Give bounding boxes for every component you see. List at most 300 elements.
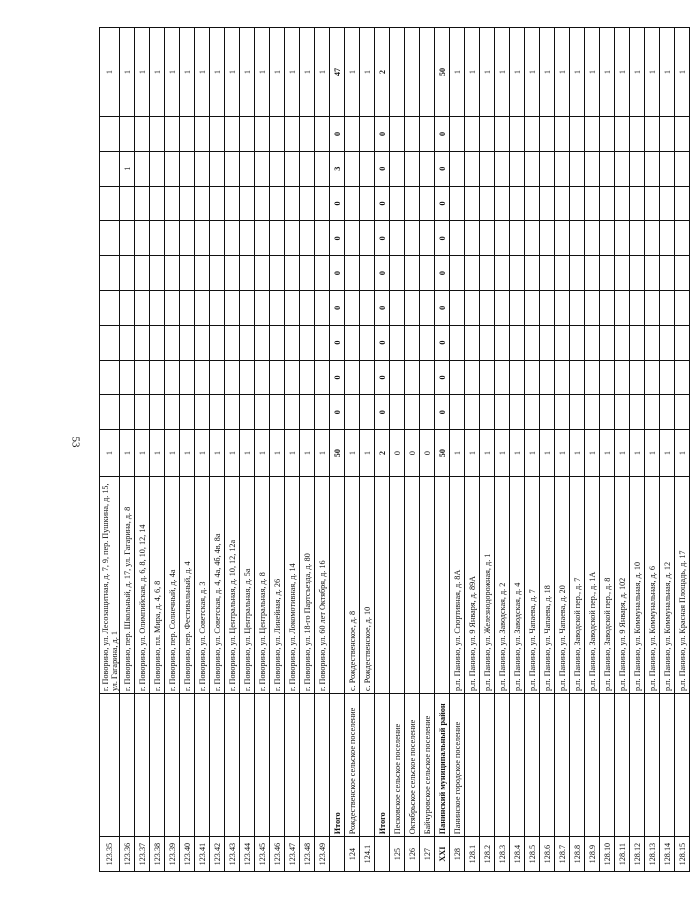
value-cell	[585, 117, 600, 152]
value-cell	[570, 360, 585, 395]
value-cell	[100, 221, 120, 256]
value-cell	[495, 395, 510, 430]
value-cell	[360, 325, 375, 360]
row-id-cell: 123.47	[285, 837, 300, 872]
value-cell	[405, 151, 420, 186]
value-cell	[420, 290, 435, 325]
settlement-cell	[645, 694, 660, 837]
value-cell: 50	[330, 430, 345, 477]
settlement-cell	[195, 694, 210, 837]
value-cell	[675, 151, 690, 186]
value-cell	[675, 117, 690, 152]
value-cell	[100, 117, 120, 152]
value-cell	[180, 290, 195, 325]
row-id-cell: 123.49	[315, 837, 330, 872]
value-cell	[300, 360, 315, 395]
address-cell: г. Поворино, пер. Солнечный, д. 4а	[165, 477, 180, 694]
value-cell: 0	[375, 360, 390, 395]
address-cell: р.п. Панино, ул. Железнодорожная, д. 1	[480, 477, 495, 694]
value-cell	[630, 151, 645, 186]
value-cell	[405, 325, 420, 360]
value-cell: 1	[510, 430, 525, 477]
value-cell	[120, 395, 135, 430]
value-cell	[315, 151, 330, 186]
value-cell	[195, 256, 210, 291]
value-cell	[150, 151, 165, 186]
row-id-cell: 123.40	[180, 837, 195, 872]
value-cell	[540, 117, 555, 152]
address-cell: г. Поворино, ул. Советская, д. 3	[195, 477, 210, 694]
value-cell	[495, 186, 510, 221]
settlement-cell	[150, 694, 165, 837]
settlement-cell	[270, 694, 285, 837]
address-cell: с. Рождественское, д. 8	[345, 477, 360, 694]
table-row	[615, 28, 630, 872]
settlement-cell: Рождественское сельское поселение	[345, 694, 360, 837]
value-cell	[660, 151, 675, 186]
value-cell	[510, 256, 525, 291]
value-cell	[495, 360, 510, 395]
row-id-cell: 128.4	[510, 837, 525, 872]
value-cell	[225, 151, 240, 186]
address-cell: р.п. Панино, ул. Чапаева, д. 20	[555, 477, 570, 694]
table-row	[180, 28, 195, 872]
address-cell: г. Поворино, ул. Центральная, д. 5а	[240, 477, 255, 694]
value-cell	[285, 221, 300, 256]
row-id-cell: 128.5	[525, 837, 540, 872]
value-cell	[225, 360, 240, 395]
value-cell	[480, 117, 495, 152]
value-cell	[645, 186, 660, 221]
table-row	[195, 28, 210, 872]
value-cell: 1	[120, 151, 135, 186]
row-id-cell: 123.38	[150, 837, 165, 872]
value-cell	[240, 290, 255, 325]
value-cell	[135, 186, 150, 221]
value-cell	[180, 117, 195, 152]
address-cell: р.п. Панино, Заводской пер., д. 1А	[585, 477, 600, 694]
value-cell: 0	[420, 430, 435, 477]
table-row	[465, 28, 480, 872]
value-cell	[525, 117, 540, 152]
value-cell: 0	[435, 186, 450, 221]
address-cell: р.п. Панино, ул. Коммунальная, д. 12	[660, 477, 675, 694]
value-cell: 1	[255, 430, 270, 477]
row-id-cell: 123.42	[210, 837, 225, 872]
table-row	[675, 28, 690, 872]
value-cell	[450, 256, 465, 291]
value-cell	[270, 117, 285, 152]
row-id-cell: 123.35	[100, 837, 120, 872]
value-cell: 1	[450, 430, 465, 477]
value-cell	[135, 221, 150, 256]
value-cell	[210, 186, 225, 221]
value-cell	[615, 221, 630, 256]
address-cell: г. Поворино, ул. Олимпийская, д. 6, 8, 10, 12, 14	[135, 477, 150, 694]
value-cell	[450, 360, 465, 395]
value-cell	[390, 325, 405, 360]
row-id-cell	[375, 837, 390, 872]
value-cell	[600, 151, 615, 186]
value-cell: 1	[570, 28, 585, 117]
value-cell	[225, 221, 240, 256]
value-cell: 1	[645, 28, 660, 117]
value-cell	[675, 256, 690, 291]
value-cell	[630, 117, 645, 152]
value-cell	[450, 186, 465, 221]
table-row	[510, 28, 525, 872]
value-cell: 1	[240, 28, 255, 117]
value-cell	[165, 395, 180, 430]
value-cell	[100, 395, 120, 430]
value-cell: 1	[495, 430, 510, 477]
page-number: 53	[69, 436, 82, 448]
value-cell	[645, 325, 660, 360]
value-cell	[100, 290, 120, 325]
value-cell	[165, 360, 180, 395]
value-cell	[255, 117, 270, 152]
value-cell	[255, 290, 270, 325]
value-cell	[420, 395, 435, 430]
value-cell	[300, 151, 315, 186]
settlement-cell	[180, 694, 195, 837]
value-cell	[195, 221, 210, 256]
value-cell	[510, 395, 525, 430]
value-cell	[615, 256, 630, 291]
row-id-cell: 128.13	[645, 837, 660, 872]
settlement-cell	[615, 694, 630, 837]
settlement-cell	[240, 694, 255, 837]
address-cell: г. Поворино, ул. Линейная, д. 26	[270, 477, 285, 694]
value-cell	[210, 395, 225, 430]
settlement-cell	[120, 694, 135, 837]
settlement-cell	[135, 694, 150, 837]
address-cell: р.п. Панино, ул. Заводская, д. 4	[510, 477, 525, 694]
settlement-cell	[630, 694, 645, 837]
settlement-cell: Октябрьское сельское поселение	[405, 694, 420, 837]
address-cell	[330, 477, 345, 694]
value-cell	[480, 256, 495, 291]
row-id-cell: XXI	[435, 837, 450, 872]
value-cell	[315, 290, 330, 325]
address-cell: г. Поворино, пер. Фестивальный, д. 4	[180, 477, 195, 694]
value-cell	[300, 325, 315, 360]
value-cell	[525, 186, 540, 221]
value-cell	[600, 117, 615, 152]
table-row	[345, 28, 360, 872]
value-cell	[630, 325, 645, 360]
settlement-cell: Песковское сельское поселение	[390, 694, 405, 837]
value-cell: 1	[480, 430, 495, 477]
value-cell	[210, 221, 225, 256]
value-cell	[100, 186, 120, 221]
value-cell	[300, 186, 315, 221]
value-cell: 1	[600, 28, 615, 117]
value-cell	[285, 290, 300, 325]
value-cell	[555, 117, 570, 152]
value-cell: 0	[435, 256, 450, 291]
value-cell	[390, 256, 405, 291]
value-cell	[480, 395, 495, 430]
value-cell	[480, 290, 495, 325]
settlement-cell	[225, 694, 240, 837]
settlement-cell	[495, 694, 510, 837]
value-cell	[525, 360, 540, 395]
value-cell	[345, 360, 360, 395]
value-cell: 0	[435, 221, 450, 256]
value-cell	[315, 256, 330, 291]
value-cell	[420, 256, 435, 291]
value-cell	[585, 360, 600, 395]
address-cell: р.п. Панино, ул. 9 Января, д. 102	[615, 477, 630, 694]
value-cell	[450, 395, 465, 430]
address-cell: р.п. Панино, ул. Коммунальная, д. 10	[630, 477, 645, 694]
value-cell: 1	[585, 430, 600, 477]
table-row	[585, 28, 600, 872]
value-cell	[165, 151, 180, 186]
value-cell: 2	[375, 430, 390, 477]
row-id-cell: 128.9	[585, 837, 600, 872]
value-cell: 1	[675, 28, 690, 117]
value-cell	[555, 186, 570, 221]
value-cell	[465, 290, 480, 325]
value-cell	[180, 256, 195, 291]
value-cell	[510, 151, 525, 186]
value-cell	[405, 290, 420, 325]
value-cell	[345, 290, 360, 325]
value-cell	[255, 395, 270, 430]
table-row	[330, 28, 345, 872]
value-cell	[465, 256, 480, 291]
value-cell	[495, 117, 510, 152]
value-cell	[180, 360, 195, 395]
value-cell	[345, 325, 360, 360]
value-cell: 1	[240, 430, 255, 477]
table-row	[555, 28, 570, 872]
value-cell	[630, 186, 645, 221]
value-cell	[600, 221, 615, 256]
table-row	[540, 28, 555, 872]
value-cell	[195, 325, 210, 360]
settlement-cell	[465, 694, 480, 837]
value-cell	[555, 221, 570, 256]
value-cell	[540, 221, 555, 256]
address-cell: р.п. Панино, ул. Заводская, д. 2	[495, 477, 510, 694]
value-cell	[540, 256, 555, 291]
value-cell	[210, 325, 225, 360]
value-cell	[240, 395, 255, 430]
row-id-cell: 128	[450, 837, 465, 872]
value-cell	[450, 325, 465, 360]
value-cell: 0	[435, 325, 450, 360]
settlement-cell	[675, 694, 690, 837]
row-id-cell: 128.1	[465, 837, 480, 872]
value-cell: 0	[330, 290, 345, 325]
row-id-cell	[330, 837, 345, 872]
table-row	[495, 28, 510, 872]
value-cell: 1	[540, 430, 555, 477]
value-cell: 0	[375, 325, 390, 360]
row-id-cell: 123.41	[195, 837, 210, 872]
value-cell	[495, 256, 510, 291]
value-cell: 1	[100, 28, 120, 117]
value-cell	[630, 360, 645, 395]
value-cell: 1	[150, 430, 165, 477]
value-cell: 1	[165, 430, 180, 477]
value-cell	[645, 290, 660, 325]
value-cell	[525, 325, 540, 360]
value-cell: 1	[345, 28, 360, 117]
value-cell: 1	[300, 28, 315, 117]
value-cell: 0	[435, 117, 450, 152]
value-cell	[645, 256, 660, 291]
table-row	[480, 28, 495, 872]
row-id-cell: 124.1	[360, 837, 375, 872]
value-cell	[165, 186, 180, 221]
address-cell: р.п. Панино, ул. 9 Января, д. 89А	[465, 477, 480, 694]
value-cell	[570, 151, 585, 186]
address-cell: р.п. Панино, Заводской пер., д. 8	[600, 477, 615, 694]
value-cell	[405, 256, 420, 291]
value-cell	[645, 221, 660, 256]
value-cell: 1	[225, 28, 240, 117]
table-row	[660, 28, 675, 872]
value-cell	[465, 151, 480, 186]
settlement-cell	[300, 694, 315, 837]
value-cell	[585, 221, 600, 256]
value-cell	[420, 186, 435, 221]
table-row	[150, 28, 165, 872]
address-cell: р.п. Панино, ул. Коммунальная, д. 6	[645, 477, 660, 694]
value-cell	[660, 221, 675, 256]
value-cell: 1	[360, 28, 375, 117]
value-cell	[165, 290, 180, 325]
value-cell: 50	[435, 28, 450, 117]
address-cell: р.п. Панино, ул. Спортивная, д. 8А	[450, 477, 465, 694]
table-row	[255, 28, 270, 872]
value-cell: 1	[615, 28, 630, 117]
value-cell: 1	[315, 28, 330, 117]
settlement-cell	[100, 694, 120, 837]
value-cell	[555, 256, 570, 291]
value-cell: 0	[375, 117, 390, 152]
value-cell	[480, 151, 495, 186]
value-cell	[360, 360, 375, 395]
table-row	[300, 28, 315, 872]
value-cell	[405, 117, 420, 152]
value-cell: 2	[375, 28, 390, 117]
value-cell	[630, 256, 645, 291]
value-cell	[135, 395, 150, 430]
value-cell: 0	[435, 290, 450, 325]
settlement-cell: Панинский муниципальный район	[435, 694, 450, 837]
row-id-cell: 128.12	[630, 837, 645, 872]
address-cell: г. Поворино, пер. Школьный, д. 17, ул. Гагарина, д. 8	[120, 477, 135, 694]
value-cell	[225, 395, 240, 430]
value-cell	[570, 221, 585, 256]
table-row	[570, 28, 585, 872]
address-cell	[420, 477, 435, 694]
settlement-cell: Итого	[375, 694, 390, 837]
value-cell	[570, 117, 585, 152]
row-id-cell: 126	[405, 837, 420, 872]
value-cell: 1	[270, 430, 285, 477]
value-cell	[660, 256, 675, 291]
value-cell	[465, 395, 480, 430]
value-cell: 0	[375, 221, 390, 256]
value-cell	[465, 360, 480, 395]
value-cell: 0	[375, 151, 390, 186]
value-cell	[600, 290, 615, 325]
value-cell	[390, 186, 405, 221]
value-cell	[270, 186, 285, 221]
table-row	[525, 28, 540, 872]
value-cell	[120, 256, 135, 291]
value-cell	[675, 325, 690, 360]
value-cell	[585, 395, 600, 430]
value-cell: 0	[330, 221, 345, 256]
value-cell	[270, 256, 285, 291]
value-cell	[495, 151, 510, 186]
value-cell	[255, 360, 270, 395]
value-cell	[480, 221, 495, 256]
value-cell	[255, 325, 270, 360]
value-cell	[600, 325, 615, 360]
value-cell: 1	[300, 430, 315, 477]
value-cell	[315, 360, 330, 395]
value-cell	[450, 151, 465, 186]
table-row	[240, 28, 255, 872]
value-cell: 1	[510, 28, 525, 117]
value-cell	[150, 395, 165, 430]
value-cell	[180, 186, 195, 221]
value-cell	[390, 151, 405, 186]
value-cell: 1	[285, 430, 300, 477]
value-cell	[660, 117, 675, 152]
value-cell	[525, 256, 540, 291]
settlement-cell	[525, 694, 540, 837]
value-cell	[675, 360, 690, 395]
row-id-cell: 123.43	[225, 837, 240, 872]
value-cell	[345, 395, 360, 430]
value-cell	[270, 395, 285, 430]
value-cell	[315, 395, 330, 430]
value-cell	[255, 151, 270, 186]
settlement-cell	[480, 694, 495, 837]
value-cell	[120, 360, 135, 395]
address-cell: с. Рождественское, д. 10	[360, 477, 375, 694]
value-cell	[405, 221, 420, 256]
value-cell	[615, 290, 630, 325]
value-cell	[120, 290, 135, 325]
value-cell	[135, 151, 150, 186]
value-cell	[540, 395, 555, 430]
address-table	[99, 27, 690, 872]
value-cell	[615, 325, 630, 360]
value-cell: 0	[375, 186, 390, 221]
value-cell: 1	[135, 28, 150, 117]
value-cell	[630, 395, 645, 430]
value-cell	[615, 186, 630, 221]
table-row	[360, 28, 375, 872]
value-cell	[615, 395, 630, 430]
value-cell	[540, 325, 555, 360]
value-cell	[420, 221, 435, 256]
value-cell	[510, 221, 525, 256]
value-cell	[360, 151, 375, 186]
row-id-cell: 123.37	[135, 837, 150, 872]
row-id-cell: 128.6	[540, 837, 555, 872]
